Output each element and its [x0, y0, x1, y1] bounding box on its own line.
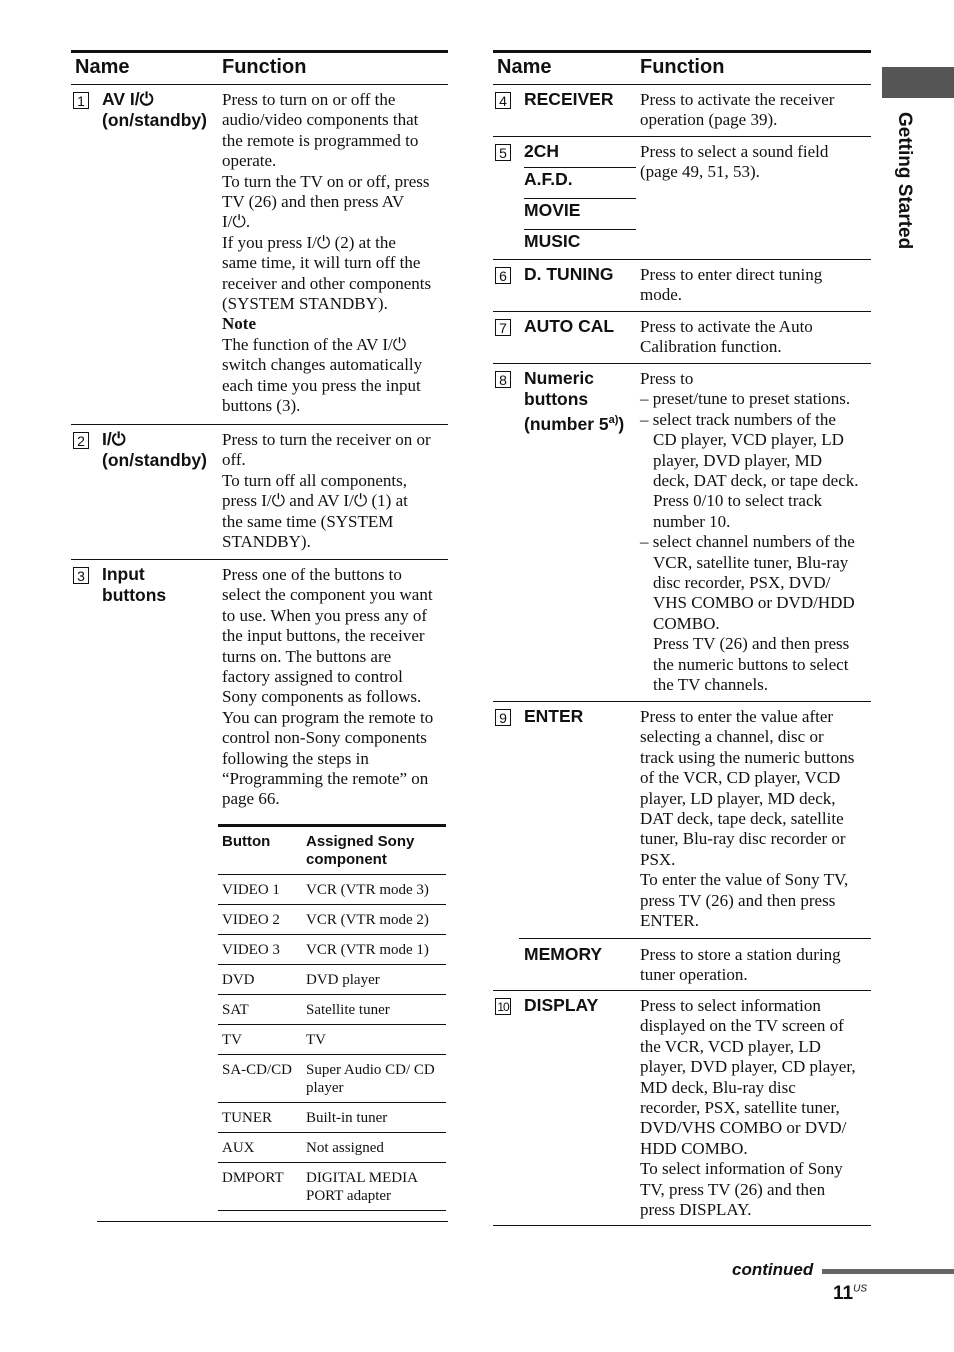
continued-bar: [822, 1269, 954, 1274]
table-row: VIDEO 2 VCR (VTR mode 2): [218, 905, 446, 935]
item-name: I/⏻ (on/standby): [102, 429, 207, 470]
name-column-header: Name: [497, 56, 552, 78]
table-row: VIDEO 1 VCR (VTR mode 3): [218, 875, 446, 905]
row-numeric-buttons: [493, 364, 871, 702]
name-column-header: Name: [75, 56, 130, 78]
table-row: TUNER Built-in tuner: [218, 1103, 446, 1133]
item-function: Press one of the buttons to select the component you want to use. When you press any of the input buttons, the receiver turns on. The buttons are factory assigned to control Sony components as follows. You can program the remote to control non-Sony components following the steps in “Programming the remote” on page 66.: [222, 565, 434, 809]
item-function: Press to select information displayed on the TV screen of the VCR, VCD player, LD player, DVD player, CD player, MD deck, Blu-ray disc recorder, PSX, satellite tuner, DVD/VHS COMBO or DVD/ HDD COMBO. To select information of Sony TV, press TV (26) and then press DISPLAY.: [640, 996, 856, 1220]
row-memory: [493, 940, 871, 991]
table-row: VIDEO 3 VCR (VTR mode 1): [218, 935, 446, 965]
item-name: Input buttons: [102, 564, 167, 605]
item-function: Press to turn the receiver on or off. To turn off all components, press I/⏻ and AV I/⏻ (1) at the same time (SYSTEM STANDBY).: [222, 430, 431, 552]
item-name: AV I/⏻ (on/standby): [102, 89, 207, 130]
row-av-on-standby: [71, 85, 448, 425]
left-table-header: [71, 50, 448, 85]
item-function: Press to store a station during tuner operation.: [640, 945, 841, 985]
continued-label: continued: [732, 1260, 814, 1279]
section-tab-label: Getting Started: [894, 112, 915, 250]
table-row: AUX Not assigned: [218, 1133, 446, 1163]
item-number: 9: [495, 709, 511, 726]
row-display: [493, 991, 871, 1226]
item-number: 4: [495, 92, 511, 109]
item-function: Press to enter the value after selecting a channel, disc or track using the numeric buttons of the VCR, CD player, VCD player, LD player, MD deck, DAT deck, tape deck, satellite tuner, Blu-ray disc recorder or PSX. To enter the value of Sony TV, press TV (26) and then press ENTER.: [640, 707, 855, 931]
item-number: 5: [495, 144, 511, 161]
item-name: DISPLAY: [524, 995, 599, 1015]
item-name: MEMORY: [524, 944, 603, 964]
item-number: 2: [73, 432, 89, 449]
right-table: [493, 50, 871, 1226]
item-number: 3: [73, 567, 89, 584]
section-tab-marker: [882, 67, 954, 98]
item-function: Press to turn on or off the audio/video components that the remote is programmed to operate. To turn the TV on or off, press TV (26) and then press AV I/⏻. If you press I/⏻ (2) at the same time, it will turn off the receiver and other components (SYSTEM STANDBY). Note The function of the AV I/⏻ switch changes automatically each time you press the input buttons (3).: [222, 90, 432, 416]
table-row: SA-CD/CD Super Audio CD/ CD player: [218, 1055, 446, 1103]
item-function: Press to activate the Auto Calibration function.: [640, 317, 813, 357]
item-number: 8: [495, 371, 511, 388]
sound-field-names: 2CH A.F.D. MOVIE MUSIC: [519, 137, 636, 253]
table-row: TV TV: [218, 1025, 446, 1055]
row-receiver: [493, 85, 871, 137]
item-number: 6: [495, 267, 511, 284]
item-function: Press to activate the receiver operation (page 39).: [640, 90, 835, 130]
left-table-bottom-rule: [97, 1221, 448, 1222]
item-name: ENTER: [524, 706, 584, 726]
table-row: DMPORT DIGITAL MEDIA PORT adapter: [218, 1163, 446, 1211]
row-on-standby: [71, 425, 448, 560]
row-sound-field: [493, 137, 871, 260]
item-number: 7: [495, 319, 511, 336]
item-name: D. TUNING: [524, 264, 614, 284]
item-number: 10: [495, 998, 511, 1015]
right-table-header: [493, 50, 871, 85]
function-column-header: Function: [222, 56, 307, 78]
assigned-component-table: [218, 824, 446, 1211]
table-row: DVD DVD player: [218, 965, 446, 995]
function-column-header: Function: [640, 56, 725, 78]
item-function: Press to enter direct tuning mode.: [640, 265, 823, 305]
assigned-table-header: Button Assigned Sony component: [218, 827, 446, 875]
item-function: Press to select a sound field (page 49, 51, 53).: [640, 142, 829, 182]
page-number: $11^{US}$: [833, 1283, 867, 1304]
row-enter: [493, 702, 871, 938]
item-number: 1: [73, 92, 89, 109]
item-name: AUTO CAL: [524, 316, 615, 336]
item-name: RECEIVER: [524, 89, 614, 109]
row-auto-cal: [493, 312, 871, 364]
item-name: Numeric buttons (number 5$^{a)}$): [524, 368, 625, 434]
table-row: SAT Satellite tuner: [218, 995, 446, 1025]
row-d-tuning: [493, 260, 871, 312]
item-function: Press to – preset/tune to preset stations. – select track numbers of the CD player, VCD player, LD player, DVD player, MD deck, DAT deck, or tape deck. Press 0/10 to select track number 10. – select channel numbers of the VCR, satellite tuner, Blu-ray disc recorder, PSX, DVD/ VHS COMBO or DVD/HDD COMBO. Press TV (26) and then press the numeric buttons to select the TV channels.: [640, 369, 859, 695]
